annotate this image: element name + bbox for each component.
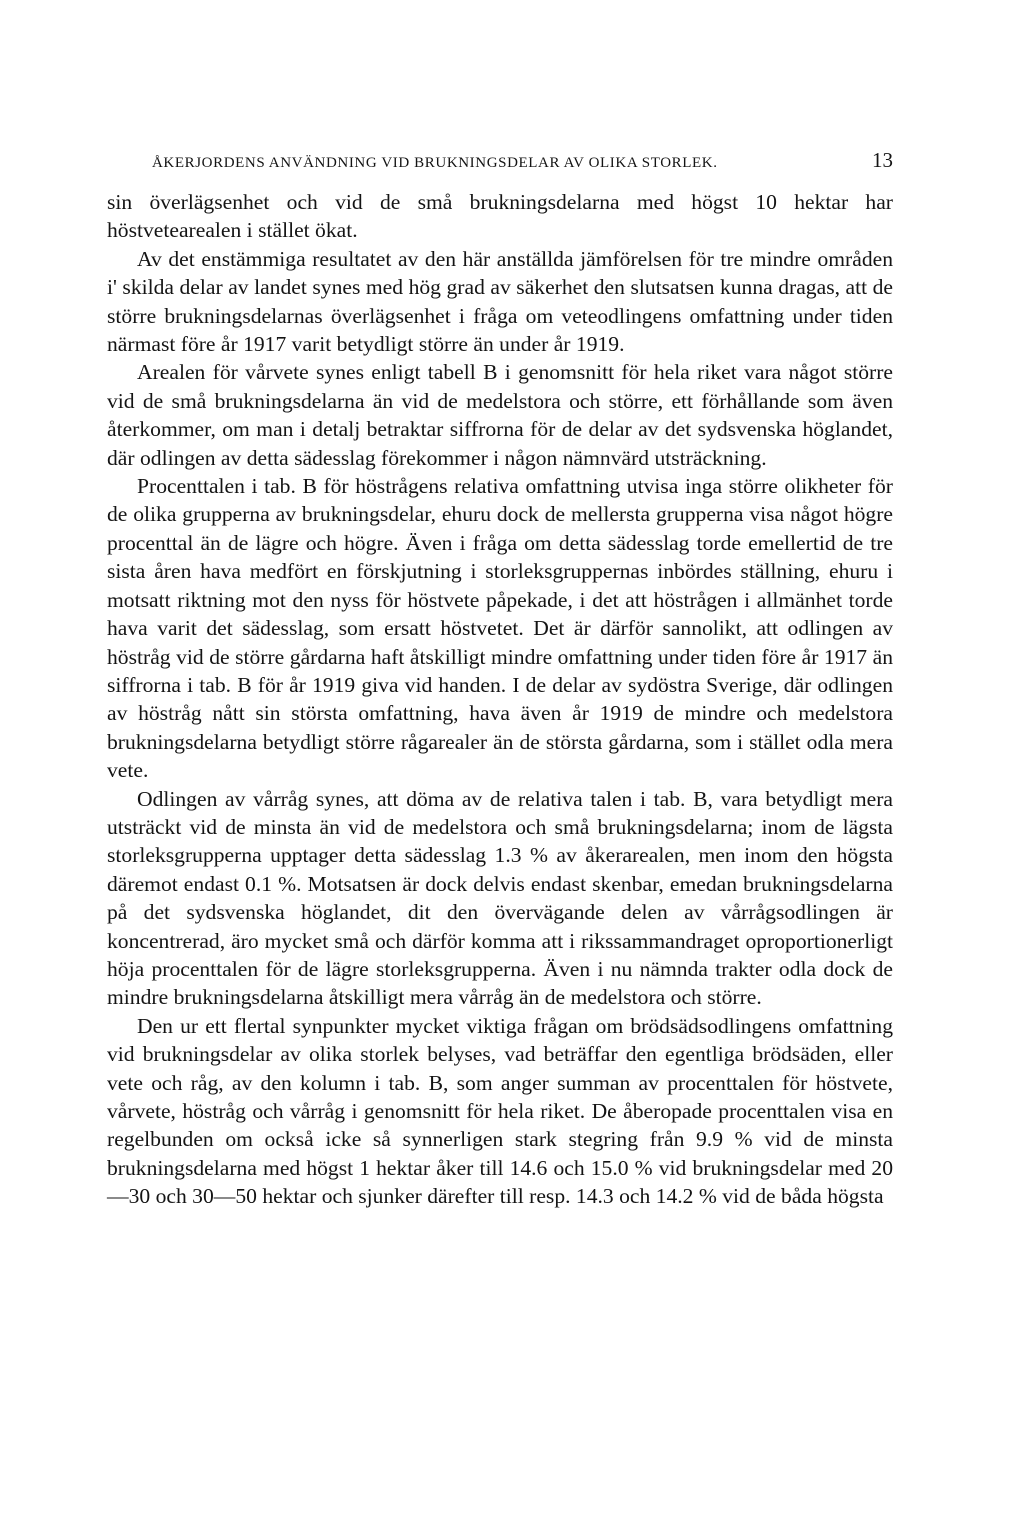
running-header bbox=[107, 148, 893, 188]
paragraph-4: Procenttalen i tab. B för höstrågens relativa omfattning utvisa inga större olikheter för de olika grupperna av brukningsdelar, ehuru dock de mellersta grupperna visa något högre procenttal än de lägre och högre. Även i fråga om detta sädesslag torde emellertid de tre sista åren hava medfört en förskjutning i storleksgruppernas inbördes ställning, ehuru i motsatt riktning mot den nyss för höstvete påpekade, i det att höstrågen i allmänhet torde hava varit det sädesslag, som ersatt höstvetet. Det är därför sannolikt, att odlingen av höstråg vid de större gårdarna haft åtskilligt mindre omfattning under tiden före år 1917 än siffrorna i tab. B för år 1919 giva vid handen. I de delar av sydöstra Sverige, där odlingen av höstråg nått sin största omfattning, hava även år 1919 de mindre och medelstora brukningsdelarna betydligt större rågarealer än de största gårdarna, som i stället odla mera vete. bbox=[107, 474, 893, 783]
paragraph-2: Av det enstämmiga resultatet av den här anställda jämförelsen för tre mindre områden i' skilda delar av landet synes med hög grad av säkerhet den slutsatsen kunna dragas, att de större brukningsdelarnas överlägsenhet i fråga om veteodlingens omfattning under tiden närmast före år 1917 varit betydligt större än under år 1919. bbox=[107, 246, 893, 357]
paragraph-3: Arealen för vårvete synes enligt tabell B i genomsnitt för hela riket vara något större vid de små brukningsdelarna än vid de medelstora och större, ett förhållande som även återkommer, om man i detalj betraktar siffrorna för de delar av det sydsvenska höglandet, där odlingen av detta sädesslag förekommer i någon nämnvärd utsträckning. bbox=[107, 360, 893, 470]
document-page bbox=[107, 148, 893, 1211]
page-number: 13 bbox=[872, 148, 893, 172]
body-text bbox=[107, 188, 893, 1211]
paragraph-1: sin överlägsenhet och vid de små brukningsdelarna med högst 10 hektar har höstvetearealen i stället ökat. bbox=[107, 190, 893, 243]
running-title: ÅKERJORDENS ANVÄNDNING VID BRUKNINGSDELAR AV OLIKA STORLEK. bbox=[152, 155, 718, 171]
paragraph-5: Odlingen av vårråg synes, att döma av de relativa talen i tab. B, vara betydligt mera utsträckt vid de minsta än vid de medelstora och små brukningsdelarna; inom de lägsta storleksgrupperna upptager detta sädesslag 1.3 % av åkerarealen, men inom den högsta däremot endast 0.1 %. Motsatsen är dock delvis endast skenbar, emedan brukningsdelarna på det sydsvenska höglandet, dit den övervägande delen av vårrågsodlingen är koncentrerad, äro mycket små och därför komma att i rikssammandraget oproportionerligt höja procenttalen för de lägre storleksgrupperna. Även i nu nämnda trakter odla dock de mindre brukningsdelarna åtskilligt mera vårråg än de medelstora och större. bbox=[107, 786, 893, 1010]
paragraph-6: Den ur ett flertal synpunkter mycket viktiga frågan om brödsädsodlingens omfattning vid brukningsdelar av olika storlek belyses, vad beträffar den egentliga brödsäden, eller vete och råg, av den kolumn i tab. B, som anger summan av procenttalen för höstvete, vårvete, höstråg och vårråg i genomsnitt för hela riket. De åberopade procenttalen visa en regelbunden om också icke så synnerligen stark stegring från 9.9 % vid de minsta brukningsdelarna med högst 1 hektar åker till 14.6 och 15.0 % vid brukningsdelar med 20—30 och 30—50 hektar och sjunker därefter till resp. 14.3 och 14.2 % vid de båda högsta bbox=[107, 1013, 893, 1209]
